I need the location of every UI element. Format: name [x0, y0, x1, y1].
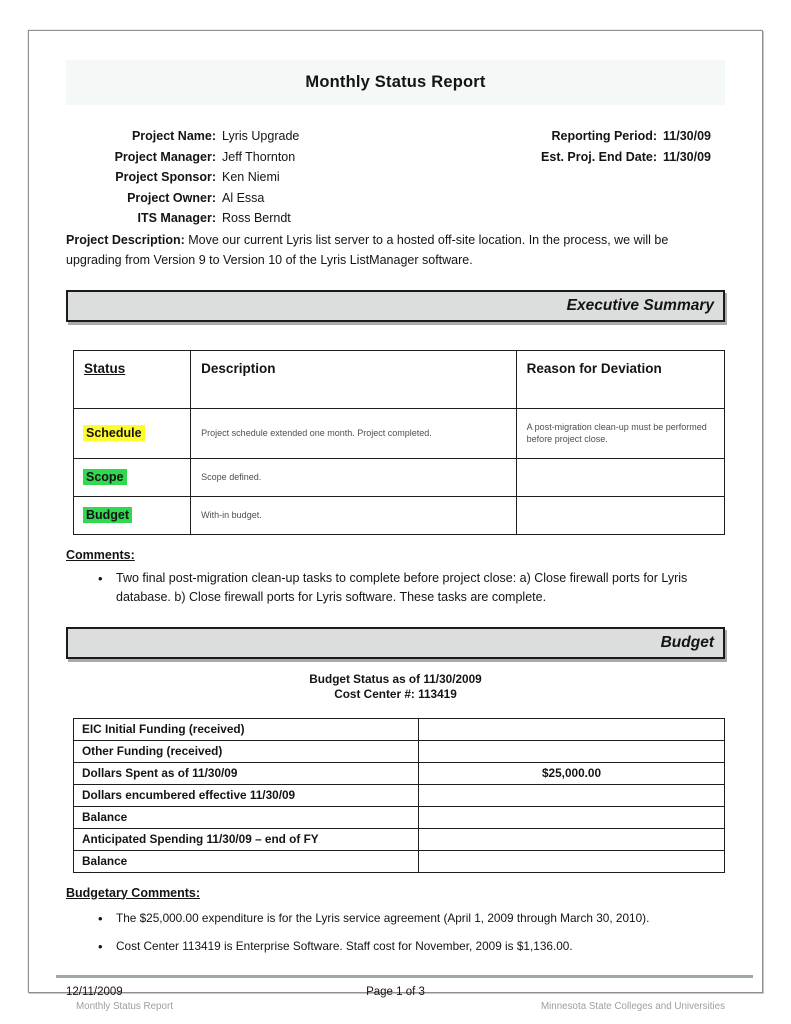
budget-row-label: Other Funding (received): [74, 740, 419, 762]
section-banner-budget: [66, 627, 725, 659]
description-cell: Scope defined.: [191, 458, 517, 496]
budget-row: [74, 784, 725, 806]
info-label: Reporting Period:: [551, 129, 658, 143]
footer-subrow: [66, 1001, 725, 1012]
description-text: Move our current Lyris list server to a hosted off-site location. In the process, we will be upgrading from Version 9 to Version 10 of the Lyris ListManager software.: [66, 232, 669, 267]
info-label: Est. Proj. End Date:: [541, 149, 658, 164]
status-cell: [74, 408, 191, 458]
project-info-right: [541, 126, 725, 229]
comments-heading: Comments:: [66, 547, 135, 562]
budget-row-value: [419, 784, 725, 806]
status-badge: Schedule: [83, 425, 145, 441]
status-cell: [74, 458, 191, 496]
status-cell: [74, 496, 191, 534]
title-band: [66, 60, 725, 105]
comment-item: • Two final post-migration clean-up tasks to complete before project close: a) Close firewall ports for Lyris database. b) Close firewall ports for Lyris software. These tasks are complete.: [66, 569, 725, 607]
footer-page-number: Page 1 of 3: [366, 985, 425, 998]
document-page: [28, 30, 763, 1012]
info-row-end-date: [541, 147, 711, 168]
info-label: Project Manager:: [114, 149, 216, 164]
banner-label: Budget: [660, 633, 714, 651]
info-row-reporting-period: [541, 126, 711, 147]
budgetary-comment-item: • The $25,000.00 expenditure is for the Lyris service agreement (April 1, 2009 through March 30, 2010).: [66, 909, 725, 928]
description-label: Project Description:: [66, 232, 185, 247]
table-row-scope: [74, 458, 725, 496]
budgetary-comment-item: • Cost Center 113419 is Enterprise Software. Staff cost for November, 2009 is $1,136.00.: [66, 937, 725, 956]
description-cell: Project schedule extended one month. Project completed.: [191, 408, 517, 458]
project-description: [66, 230, 725, 270]
info-row-project-name: [66, 126, 299, 147]
budgetary-comments-heading: Budgetary Comments:: [66, 885, 201, 900]
info-row-project-owner: [66, 188, 299, 209]
description-cell: With-in budget.: [191, 496, 517, 534]
footer-doc-title: Monthly Status Report: [76, 1000, 173, 1012]
budget-row-value: [419, 806, 725, 828]
budget-row: [74, 718, 725, 740]
project-info-left: [66, 126, 299, 229]
info-row-its-manager: [66, 208, 299, 229]
info-row-project-manager: [66, 147, 299, 168]
header-status: Status: [74, 350, 191, 408]
status-badge: Scope: [83, 469, 127, 485]
info-label: ITS Manager:: [137, 211, 216, 225]
table-row-schedule: [74, 408, 725, 458]
header-description: Description: [191, 350, 517, 408]
info-value: Lyris Upgrade: [222, 129, 300, 143]
budget-row-label: Dollars encumbered effective 11/30/09: [74, 784, 419, 806]
budget-row-label: Dollars Spent as of 11/30/09: [74, 762, 419, 784]
banner-label: Executive Summary: [566, 296, 714, 314]
budget-status: [66, 672, 725, 703]
budget-row-value: [419, 850, 725, 872]
info-value: 11/30/09: [663, 129, 711, 143]
budget-row-label: Anticipated Spending 11/30/09 – end of FY: [74, 828, 419, 850]
budget-row: [74, 806, 725, 828]
info-value: Al Essa: [222, 190, 265, 205]
status-badge: Budget: [83, 507, 132, 523]
status-table: [73, 350, 725, 535]
budget-row: [74, 850, 725, 872]
budget-row: [74, 762, 725, 784]
budget-row-label: EIC Initial Funding (received): [74, 718, 419, 740]
budget-status-line2: Cost Center #: 113419: [334, 687, 457, 701]
footer: [66, 986, 725, 998]
budget-row-value: [419, 828, 725, 850]
reason-cell: [516, 458, 724, 496]
footer-date: 12/11/2009: [66, 985, 123, 998]
footer-org: Minnesota State Colleges and Universities: [540, 1000, 725, 1012]
info-label: Project Name:: [131, 129, 216, 143]
budget-row-label: Balance: [74, 850, 419, 872]
budget-row-label: Balance: [74, 806, 419, 828]
budget-row: [74, 828, 725, 850]
page-title: Monthly Status Report: [305, 73, 486, 91]
budget-row-value: $25,000.00: [419, 762, 725, 784]
reason-cell: [516, 496, 724, 534]
info-value: Ross Berndt: [222, 211, 291, 225]
project-info: [66, 126, 725, 229]
info-row-project-sponsor: [66, 167, 299, 188]
budget-row-value: [419, 740, 725, 762]
budget-status-line1: Budget Status as of 11/30/2009: [309, 671, 482, 686]
status-table-header-row: [74, 350, 725, 408]
budget-row-value: [419, 718, 725, 740]
info-value: Ken Niemi: [222, 170, 280, 184]
reason-cell: A post-migration clean-up must be performed before project close.: [516, 408, 724, 458]
budget-table: [73, 718, 725, 873]
info-value: Jeff Thornton: [222, 149, 296, 164]
info-label: Project Sponsor:: [115, 170, 216, 184]
info-label: Project Owner:: [127, 190, 216, 205]
header-reason: Reason for Deviation: [516, 350, 724, 408]
budget-row: [74, 740, 725, 762]
footer-divider: [56, 975, 753, 978]
info-value: 11/30/09: [663, 149, 711, 164]
section-banner-executive-summary: [66, 290, 725, 322]
table-row-budget: [74, 496, 725, 534]
